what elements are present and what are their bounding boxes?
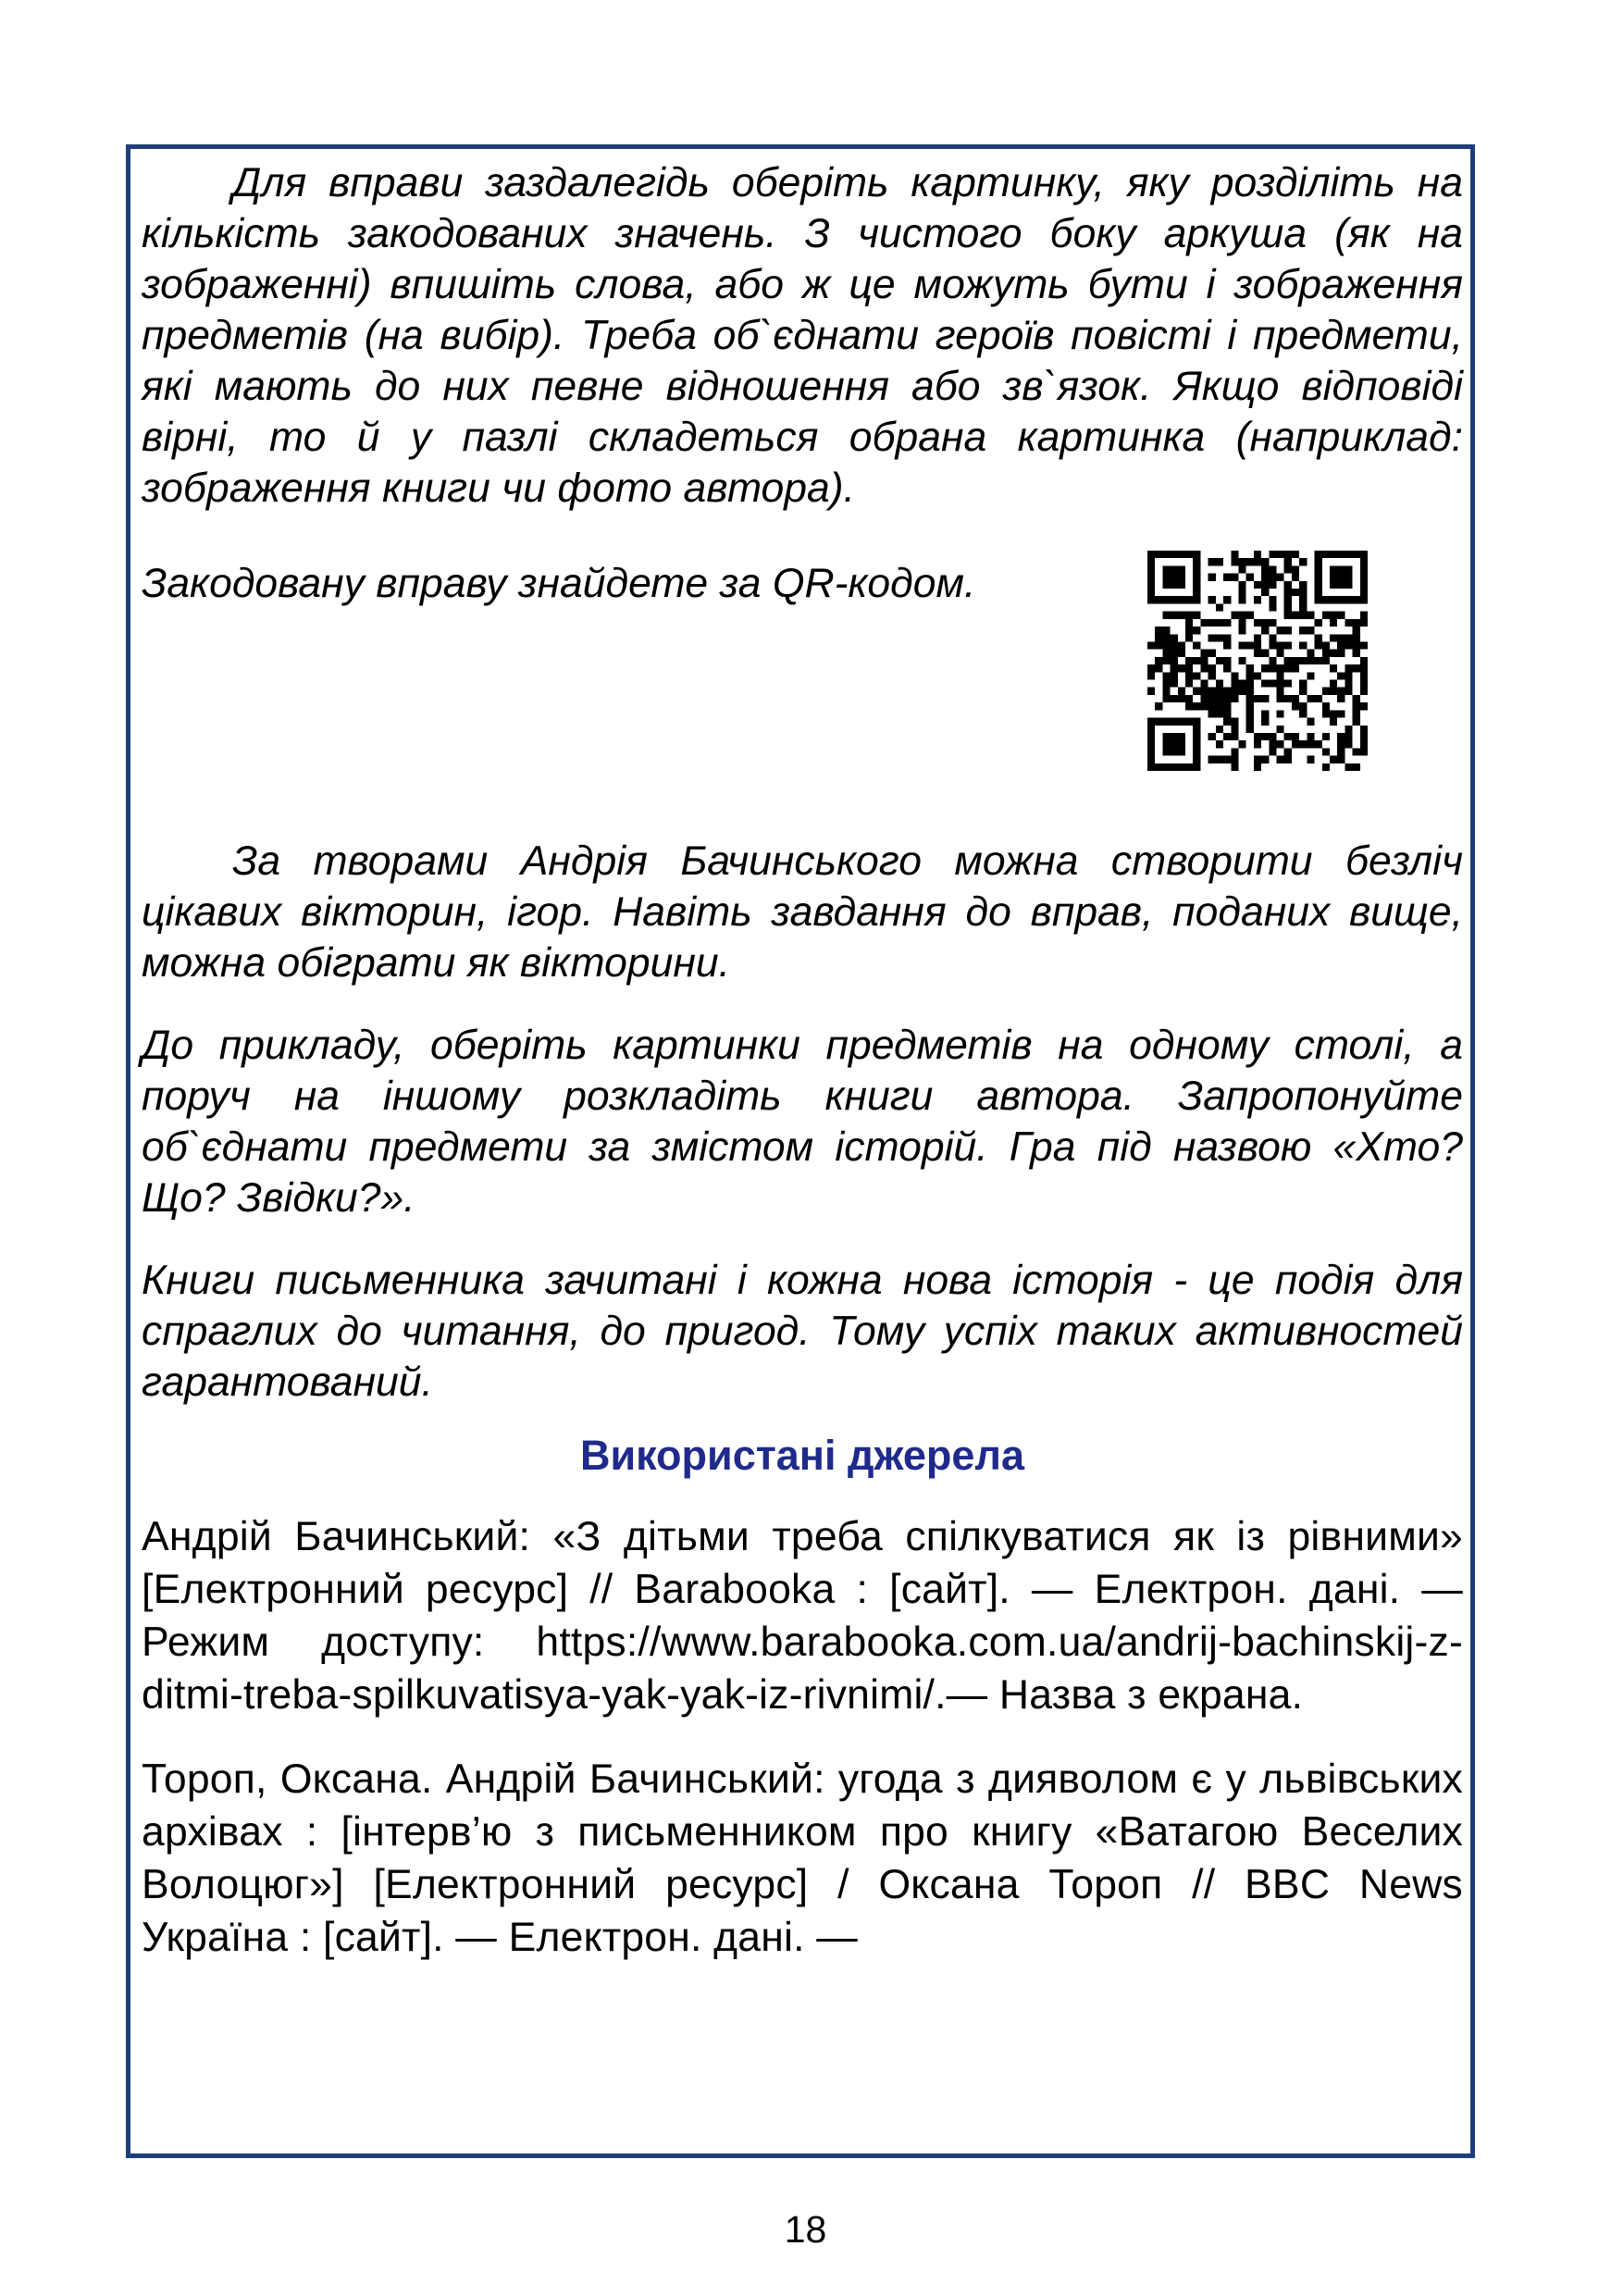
source-item: Тороп, Оксана. Андрій Бачинський: угода з дияволом є у львівських архівах : [інтерв’ю з письменником про книгу «Ватагою Веселих Волоцюг»] [Електронний ресурс] / Оксана Тороп // BBC News Україна : [сайт]. — Електрон. дані. — xyxy=(142,1756,1463,1960)
source-item: Андрій Бачинський: «З дітьми треба спілкуватися як із рівними» [Електронний ресурс] // Barabooka : [сайт]. — Електрон. дані. — Режим доступу: https://www.barabooka.com.ua/andrij-bachinskij-z-ditmi-treba-spilkuvatisya-yak-yak-iz-rivnimi/.— Назва з екрана. xyxy=(142,1514,1463,1718)
game-paragraph: До прикладу, оберіть картинки предметів на одному столі, а поруч на іншому розкладіть книги автора. Запропонуйте об`єднати предмети за змістом історій. Гра під назвою «Хто? Що? Звідки?». xyxy=(142,1023,1463,1221)
qr-caption: Закодовану вправу знайдете за QR-кодом. xyxy=(142,561,976,606)
qr-code-icon[interactable] xyxy=(1147,551,1368,771)
page-content xyxy=(142,157,1463,1964)
qr-section xyxy=(142,558,1463,836)
page-number: 18 xyxy=(784,2208,827,2251)
books-paragraph: Книги письменника зачитані і кожна нова історія - це подія для спраглих до читання, до пригод. Тому успіх таких активностей гарантований. xyxy=(142,1258,1463,1405)
quiz-paragraph: За творами Андрія Бачинського можна створити безліч цікавих вікторин, ігор. Навіть завдання до вправ, поданих вище, можна обіграти як вікторини. xyxy=(142,838,1463,986)
sources-heading: Використані джерела xyxy=(579,1432,1025,1479)
exercise-paragraph: Для вправи заздалегідь оберіть картинку, яку розділіть на кількість закодованих значень. З чистого боку аркуша (як на зображенні) впишіть слова, або ж це можуть бути і зображення предметів (на вибір). Треба об`єднати героїв повісті і предмети, які мають до них певне відношення або зв`язок. Якщо відповіді вірні, то й у пазлі складеться обрана картинка (наприклад: зображення книги чи фото автора). xyxy=(142,160,1463,511)
